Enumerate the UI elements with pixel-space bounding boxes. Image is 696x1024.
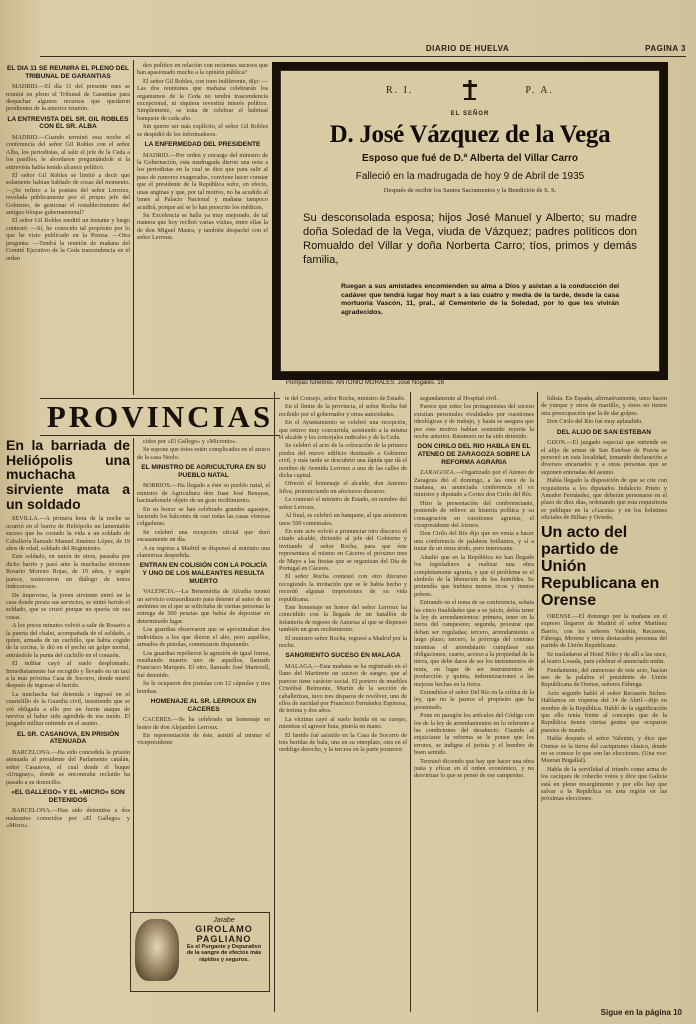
article-text: BARCELONA.—Han sido detenidos a dos maleantes conocidos por «El Gallego» y «Micro». bbox=[6, 807, 130, 830]
article-text: Los guardias observaron que se aproximaban dos individuos a los que dieron el alto, pero aquéllos, armados de pistolas, comenzaron disparando. bbox=[137, 626, 270, 649]
article-text: Se celebró el acto de la colocación de la primera piedra del nuevo edificio destinado a Gobierno civil, y más tarde se descubrió una lápida que dá el nombre de Avenida Lerroux a una de las calles de dicha capital. bbox=[279, 442, 407, 480]
article-text: A los pocos minutos volvió a salir de Rosario a la puerta del chalet, acompañada de el soldado, a quien, armada de un cuchillo, que había cogido de la cocina, le dió en el pecho un golpe mortal, entrándole la punta del cuchillo en el corazón. bbox=[6, 622, 130, 659]
article-text: En este acto volvió a pronunciar otro discurso el citado alcalde, diciendo al jefe del Gobierno y invitando al señor Rocha, para que éste representara al mismo en Cáceres el próximo mes de Mayo a las fiestas que se organizan del Día de Portugal en Cáceres. bbox=[279, 527, 407, 572]
headline-gallego: «EL GALLEGO» Y EL «MICRO» SON DETENIDOS bbox=[11, 789, 125, 804]
article-text: MADRID.—Cuando terminó esta noche el conferencia del señor Gil Robles con el señor Alba, los periodistas, al salir el jefe de la Ceda a los pasillos, le abordaron preguntándole si la entrevista había tenido alcance político. bbox=[6, 134, 130, 171]
article-text: deo político en relación con recientes sucesos que han apasionado mucho a la opinión pública? bbox=[137, 62, 268, 77]
newspaper-name: DIARIO DE HUELVA bbox=[425, 43, 510, 53]
article-text: Habla después el señor Valentín, y dice que Orense es la tierra del caciquismo clásico, donde no se conoce lo que son las elecciones. (Una voz: Mueran Bugallal). bbox=[541, 735, 667, 765]
article-text: Parece que entre los protagonistas del suceso existían personales rivalidades por cuestiones ideológicas y de trabajo, y hasta se asegura que por este motivo habían sostenido reyerta la noche anterior. Retamero no ha sido detenido. bbox=[414, 403, 534, 441]
article-text: cidos por «El Gallego» y «Micronio». bbox=[143, 438, 238, 445]
article-text: BORRIOS.—Ha llegado a éste su pueblo natal, el ministro de Agricultura don Juan José Benayas, hacinadomele objeto de un gran recibimiento. bbox=[137, 482, 270, 505]
obituary-family: Su desconsolada esposa; hijos José Manuel y Alberto; su madre doña Soledad de la Vega, viuda de Vázquez; padres políticos don Romualdo del Villar y doña Norberta Carro; tíos, primos y demás familia, bbox=[303, 212, 637, 266]
column-rule bbox=[537, 392, 538, 1012]
obituary-undertaker: Pompas fúnebres: ANTONIO MORALES. José Nogales, 16 bbox=[286, 380, 444, 386]
article-text: En el límite de la provincia, el señor Rocha fué recibido por el gobernador y otras autoridades. bbox=[279, 403, 407, 418]
page-number: PAGINA 3 bbox=[645, 43, 686, 53]
article-text: segundamente al Hospital civil. bbox=[420, 395, 499, 402]
article-text: En el Ayuntamiento se celebró una recepción, que estuvo muy concurrida, asistiendo a la misma el alcalde y los concejales radicales y de la Ceda. bbox=[279, 419, 407, 442]
continued-note: Sigue en la página 10 bbox=[600, 1008, 682, 1017]
headline-malaga: SANGRIENTO SUCESO EN MALAGA bbox=[285, 652, 401, 660]
article-text: El ministro señor Rocha, regresó a Madrid por la noche. bbox=[279, 634, 407, 649]
article-text: Habla de la servilidad al triunfo como arma de los caciques de cohecho votos y dice que Galicia está en pleno resurgimiento y por ello hay que salvar a la República en esta región en las próximas elecciones. bbox=[541, 765, 667, 803]
article-text: Su Excelencia se halla ya muy mejorado, de tal manera que hoy recibió varias visitas, entre ellas la de don Miguel Maura, y también despachó con el señor Lerroux. bbox=[137, 211, 268, 242]
page-header bbox=[40, 40, 686, 57]
article-text: La víctima cayó al suelo herida en su cuerpo, mientras el agresor huía, pistola en mano. bbox=[279, 715, 407, 731]
ad-brand-name: GIROLAMO PAGLIANO bbox=[195, 924, 253, 944]
rip-left: R. I. bbox=[386, 85, 414, 96]
headline-colision: ENTRAN EN COLISIÓN CON LA POLICÍA Y UNO DE LOS MALEANTES RESULTA MUERTO bbox=[139, 562, 268, 585]
article-text: Añadió que en la República no han llegado los legisladores a realizar una obra completamente agraria, y que el problema es el símbolo de la liberación de los humildes. Se pretendía que hubiera menos ricos y menos pobres. bbox=[414, 553, 534, 598]
obituary-el-senor: EL SEÑOR bbox=[450, 111, 490, 117]
column-1-bottom bbox=[6, 438, 130, 1014]
portrait-illustration bbox=[135, 919, 179, 981]
article-text: En su honor se han celebrado grandes agasajos, luciendo los balcones de casi todas las casas vistosas colgaduras. bbox=[137, 505, 270, 528]
article-text: GIJON.—El juzgado especial que entiende en el alijo de armas de San Esteban de Pravia se personó en esta localidad, tomando declaración a diversos encartados y a otras personas que se suponen enteradas del asunto. bbox=[541, 439, 667, 476]
article-text: El señor Rocha contestó con otro discurso recogiendo la invitación que se le había hecho y recordó algunas impresiones de su vida republicana. bbox=[279, 573, 407, 603]
column-1-top bbox=[6, 62, 130, 396]
article-text: Don Cirilo del Río dijo que no venía a hacer una conferencia de palabras brillantes, y sí a tratar de un tema árido, pero interesante. bbox=[414, 530, 534, 553]
article-text: En representación de éste, asistió al mismo el vicepresidente bbox=[137, 731, 270, 747]
headline-cirilo: DON CIRILO DEL RIO HABLA EN EL ATENEO DE ZARAGOZA SOBRE LA REFORMA AGRARIA bbox=[417, 443, 531, 466]
article-text: Acto seguido habló el señor Recasens Siches: Hablamos en vísperas del 14 de Abril—dijo en nombre de la República. Habló de la significación que ello tenía frente al concepto que de la República tienen ciertas gentes que ocuparon puestos de mando. bbox=[541, 689, 667, 734]
article-text: lidista. En España, afirmativamente, unos hacen de yunque y otros de martillo, y éstos no tienen otra preocupación que la de dar golpes. bbox=[541, 395, 667, 417]
article-text: Ofreció el homenaje el alcalde, don Antonio Silva, pronunciando un afectuoso discurso. bbox=[279, 480, 407, 495]
column-2-bottom bbox=[137, 438, 270, 908]
headline-heliopolis: En la barriada de Heliópolis una muchacha sirviente mata a un soldado bbox=[6, 438, 130, 512]
article-text: MALAGA.—Esta mañana se ha registrado en el llano del Martinete un suceso de sangre, que al parecer tiene carácter social. El portero de muebles Cristóbal Belmonte, Martín de la sección de caballerizas, tuvo tres disparos de revólver, uno de ellos de nacidad por Francisco Fernández Espinosa, de treinta y dos años. bbox=[279, 663, 407, 715]
article-text: El herido fué asistido en la Casa de Socorro de tres heridas de bala, una en su omoplato, otra en el ombligo derecho, y la tercera en la parte posterior. bbox=[279, 731, 407, 754]
article-text: Terminó diciendo que hay que hacer una obra justa y eficaz en el orden económico, y no desvirtuar lo que se pensó de ese campesino. bbox=[414, 757, 534, 780]
article-text: Hizo la presentación del conferenciante, poniendo de relieve su historia política y su consagración en cuestiones agrarias, el vicepresidente del Ateneo. bbox=[414, 499, 534, 530]
headline-union-republicana: Un acto del partido de Unión Republicana en Orense bbox=[541, 523, 660, 609]
ad-slogan: Es el Purgante y Depurativo de la sangre de efectos más rápidos y seguros. bbox=[186, 944, 262, 963]
article-text: Sin querer ser más explícito, el señor Gil Robles se despidió de los informadores. bbox=[137, 123, 268, 138]
article-text: Los guardias repelieron la agresión de igual forma, resultando muerto uno de aquellos, llamado Francisco Marqués. El otro, llamado José Martorell, fué detenido. bbox=[137, 649, 270, 679]
section-title-provincias: PROVINCIAS bbox=[40, 398, 280, 436]
column-3 bbox=[279, 395, 407, 1012]
headline-casanova: EL SR. CASANOVA, EN PRISIÓN ATENUADA bbox=[17, 730, 119, 746]
article-text: El señor Gil Robles se limitó a decir que solamente habían hablado de cosas del momento. —¿Se refiere a la postura del señor Lerroux, revelada públicamente por el propio jefe del Gobierno, de gestionar el restablecimiento del antiguo bloque gubernamental? bbox=[6, 172, 130, 217]
article-text: Entrando en el tema de su conferencia, señala las cinco finalidades que a su juicio, debía tener la ley de arrendamientos: primera, tener en la tierra del campesino; segunda, procurar que deban ser reguladas; tercero, arrendamiento a largo plazo; tercero, la prórroga del contrato mientras el arrendatario cumpliese sus obligaciones; cuarto, acceso a la propiedad de la tierra, que debe darse de ser los instrumentos de renta, en lugar de ser instrumentos de producción y quinta, indemnizaciones a las mejoras hechas en la tierra. bbox=[414, 599, 534, 688]
headline-ministro: EL MINISTRO DE AGRICULTURA EN SU PUEBLO NATAL bbox=[141, 464, 266, 479]
column-5 bbox=[541, 395, 667, 1005]
obituary-date: Falleció en la madrugada de hoy 9 de Abril de 1935 bbox=[355, 171, 585, 182]
obituary-sacraments: Después de recibir los Santos Sacramentos y la Bendición de S. S. bbox=[383, 187, 557, 194]
obituary-box bbox=[272, 62, 668, 380]
column-4 bbox=[414, 395, 534, 1012]
article-text: te del Consejo, señor Rocha, ministro de Estado. bbox=[285, 395, 406, 402]
column-rule bbox=[274, 392, 275, 1012]
article-text: Se trasladaron al Hotel Niño y de allí a las once, al teatro Losada, para celebrar el anunciado mitin. bbox=[541, 650, 667, 666]
article-text: Este homenaje en honor del señor Lerroux ha coincidido con la llegada de un batallón de Infantería de regreso de Asturias al que se dispensó también un gran recibimiento. bbox=[279, 603, 407, 634]
article-text: Don Cirilo del Río fué muy aplaudido. bbox=[547, 418, 643, 426]
article-text: A su regreso a Madrid se dispensó al ministro una clamorosa despedida. bbox=[137, 544, 270, 560]
article-text: De improviso, la joven sirviente entró en la casa donde presta sus servicios, se sintió herido el soldado, que se cruzó porque no quería oír sus cosas. bbox=[6, 591, 130, 621]
obituary-spouse: Esposo que fué de D.ª Alberta del Villar Carro bbox=[362, 153, 578, 164]
headline-enfermedad: LA ENFERMEDAD DEL PRESIDENTE bbox=[144, 141, 261, 149]
headline-homenaje: HOMENAJE AL SR. LERROUX EN CACERES bbox=[150, 697, 257, 713]
column-rule bbox=[133, 60, 134, 395]
article-text: ORENSE.—El domingo por la mañana en el expreso llegaron de Madrid el señor Martínez Barrio, con los señores Valentín, Recasens, Fábrega, Moreno y otros destacados personas del partido de Unión Republicana. bbox=[541, 612, 667, 650]
article-text: Había llegado la disposición de que se cite con requisitoria a los diputados Indalecio Prieto y Amador Fernández, que deberán personarse en el plazo de diez días, ordenando que esta requisitoria se publique en la «Gaceta» y en los boletines oficiales de Bilbao y Oviedo. bbox=[541, 477, 667, 522]
article-text: Extendióse el señor Del Río en la crítica de la ley, que no le parece el propósito que ha presentado. bbox=[414, 689, 534, 711]
article-text: La muchacha fué detenida e ingresó en el cuartelillo de la Guardia civil, insistiendo que se vió obligada a ello por un fuerte ataque de nervios al haber sido agredida de ese modo. El juzgado militar entiende en el asunto. bbox=[6, 690, 130, 728]
headline-tribunal: EL DIA 11 SE REUNIRA EL PLENO DEL TRIBUNAL DE GARANTIAS bbox=[6, 65, 129, 80]
article-text: SEVILLA.—A primera hora de la noche se ocurrió en el barrio de Heliópolis un lamentable suceso que ha costado la vida a un soldado de Caballería llamado Manuel Jiménez López, de 19 años de edad, soldado del Regimiento. bbox=[6, 515, 130, 553]
article-text: Se le ocuparon dos pistolas con 12 cápsulas y tres bombas. bbox=[137, 680, 270, 695]
headline-alijo: DEL ALIJO DE SAN ESTEBAN bbox=[556, 428, 652, 436]
article-text: MADRID.—Por orden y encargo del ministro de la Gobernación, esta madrugada dieron una nota a los periodistas en la cual se dice que para salir al paso de rumores exagerados, conviene hacer constar que el presidente de la República sufre, en efecto, unas anginas y que, por tal motivo, no ha acudido al lunes al Palacio Nacional y mañana tampoco acudirá, porque así se lo han prescrito los médicos. bbox=[137, 151, 268, 211]
obituary-name: D. José Vázquez de la Vega bbox=[329, 121, 611, 148]
cross-icon bbox=[460, 79, 480, 101]
obituary-request: Ruegan a sus amistades encomienden su alma a Dios y asistan a la conducción del cadáver que tendrá lugar hoy mart s a las cuatro y media de la tarde, desde la casa mortuoria Vascón, 11, pral., al Cementerio de la Soledad, por lo que les vivirán agradecidos. bbox=[341, 283, 619, 316]
column-rule bbox=[133, 438, 134, 913]
article-text: El señor Gil Robles, con tono indiferente, dijo: —Las dos reuniones que mañana celebrarán los organismos de la Ceda no tendrá trascendencia excepcional, ni siquiera revestirá interés político. Simplemente, se trata de celebrar el habitual banquete de cada año. bbox=[137, 77, 268, 122]
column-rule bbox=[410, 392, 411, 1012]
article-text: Le contestó el ministro de Estado, en nombre del señor Lerroux. bbox=[279, 496, 407, 511]
article-text: Al final, se celebró un banquete, al que asistieron unos 500 comensales. bbox=[279, 512, 407, 527]
article-text: Este soldado, en unión de otros, paseaba por dicho barrio y pasó ante la muchacha sirviente Rosario Moreno Rojas, de 19 años, y según parece, sostuvieron un diálogo de tonos indecorosos. bbox=[6, 553, 130, 591]
headline-entrevista: LA ENTREVISTA DEL SR. GIL ROBLES CON EL SR. ALBA bbox=[7, 115, 129, 131]
article-text: Fundamente, del numeroso de este acto, hacían uso de la palabra el presidente de Unión Republicana de Orense, señores Fábrega. bbox=[541, 666, 667, 689]
column-2-top bbox=[137, 62, 268, 396]
article-text: BARCELONA.—Ha sido concedida la prisión atenuada al presidente del Parlamento catalán, señor Casanova, el cual desde el buque «Uruguay», donde se encontraba recluido ha pasado a su domicilio. bbox=[6, 749, 130, 786]
article-text: Se supone que éstos estén complicados en el atraco de la casa Neolo. bbox=[137, 446, 270, 461]
article-text: El militar cayó al suelo desplomado. Inmediatamente fue recogido y llevado en un taxi a la más próxima Casa de Socorro, donde murió después de ingresar el herido. bbox=[6, 660, 130, 690]
article-text: MADRID.—El día 11 del presente mes se reunirá en pleno el Tribunal de Garantías para despachar algunos recursos que quedaron pendientes de la anterior reunión. bbox=[6, 83, 130, 113]
article-text: VALENCIA.—La Benemérita de Alcudia montó un servicio extraordinario para detener al autor de un anónimo en el que se solicitaba de ciertas personas la entrega de 500 pesetas que había de depositar en determinado lugar. bbox=[137, 588, 270, 625]
article-text: ZARAGOZA.—Organizado por el Ateneo de Zaragoza dió el domingo, a las once de la mañana, su anunciada conferencia el ex ministro y diputado a Cortes don Cirilo del Río. bbox=[414, 469, 534, 499]
ad-line-jarabe: Jarabe bbox=[213, 917, 235, 924]
article-text: Pone en paragón los artículos del Código con los de la ley de arrendamientos en lo referente a las condiciones del desahucio. Cuando al enjuiciarse la reforma se le ponen que los errores, se indigna el jurista y el hombre de buen sentido. bbox=[414, 712, 534, 757]
pagliano-advertisement bbox=[130, 912, 270, 992]
rip-right: P. A. bbox=[525, 85, 554, 96]
article-text: Se celebró una recepción oficial que duró escasamente un día. bbox=[137, 528, 270, 544]
article-text: CACERES.—Se ha celebrado un homenaje en honor de don Alejandro Lerroux. bbox=[137, 716, 270, 731]
article-text: El señor Gil Robles meditó un instante y luego contestó: —Sí, he conocido tal propósito por lo que he visto publicado en la Prensa. —Otra pregunta: —Tendrá la reunión de mañana del Comité Ejecutivo de la Ceda trascendencia en el orden bbox=[6, 217, 130, 262]
